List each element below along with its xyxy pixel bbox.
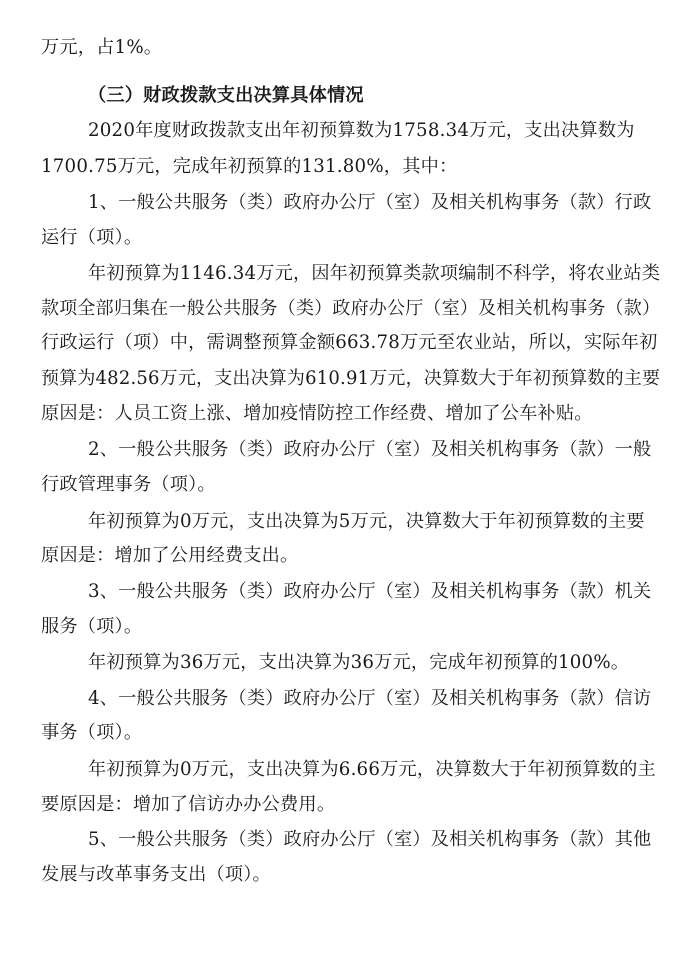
section-heading: （三）财政拨款支出决算具体情况 [88,85,364,106]
text-line: 年初预算为36万元，支出决算为36万元，完成年初预算的100%。 [88,652,630,673]
item-heading: 4、一般公共服务（类）政府办公厅（室）及相关机构事务（款）信访 [88,688,652,709]
text-line: 2020年度财政拨款支出年初预算数为1758.34万元，支出决算数为 [88,120,635,141]
text-line: 1700.75万元，完成年初预算的131.80%，其中： [41,156,458,177]
text-line: 款项全部归集在一般公共服务（类）政府办公厅（室）及相关机构事务（款） [41,298,661,319]
text-line: 行政运行（项）中，需调整预算金额663.78万元至农业站，所以，实际年初 [41,332,658,353]
text-line: 年初预算为0万元，支出决算为5万元，决算数大于年初预算数的主要 [88,511,645,532]
text-line: 原因是：人员工资上涨、增加疫情防控工作经费、增加了公车补贴。 [41,403,593,424]
item-heading: 5、一般公共服务（类）政府办公厅（室）及相关机构事务（款）其他 [88,829,652,850]
item-heading: 运行（项）。 [41,227,143,248]
item-heading: 事务（项）。 [41,722,143,743]
text-line: 原因是：增加了公用经费支出。 [41,545,299,566]
text-line: 年初预算为0万元，支出决算为6.66万元，决算数大于年初预算数的主 [88,759,656,780]
item-heading: 3、一般公共服务（类）政府办公厅（室）及相关机构事务（款）机关 [88,581,652,602]
text-line: 万元，占1%。 [41,37,163,58]
text-line: 年初预算为1146.34万元，因年初预算类款项编制不科学，将农业站类 [88,263,661,284]
item-heading: 服务（项）。 [41,616,143,637]
item-heading: 行政管理事务（项）。 [41,474,216,495]
item-heading: 2、一般公共服务（类）政府办公厅（室）及相关机构事务（款）一般 [88,439,652,460]
text-line: 预算为482.56万元，支出决算为610.91万元，决算数大于年初预算数的主要 [41,368,661,389]
item-heading: 1、一般公共服务（类）政府办公厅（室）及相关机构事务（款）行政 [88,192,652,213]
text-line: 要原因是：增加了信访办办公费用。 [41,794,336,815]
item-heading: 发展与改革事务支出（项）。 [41,864,271,885]
